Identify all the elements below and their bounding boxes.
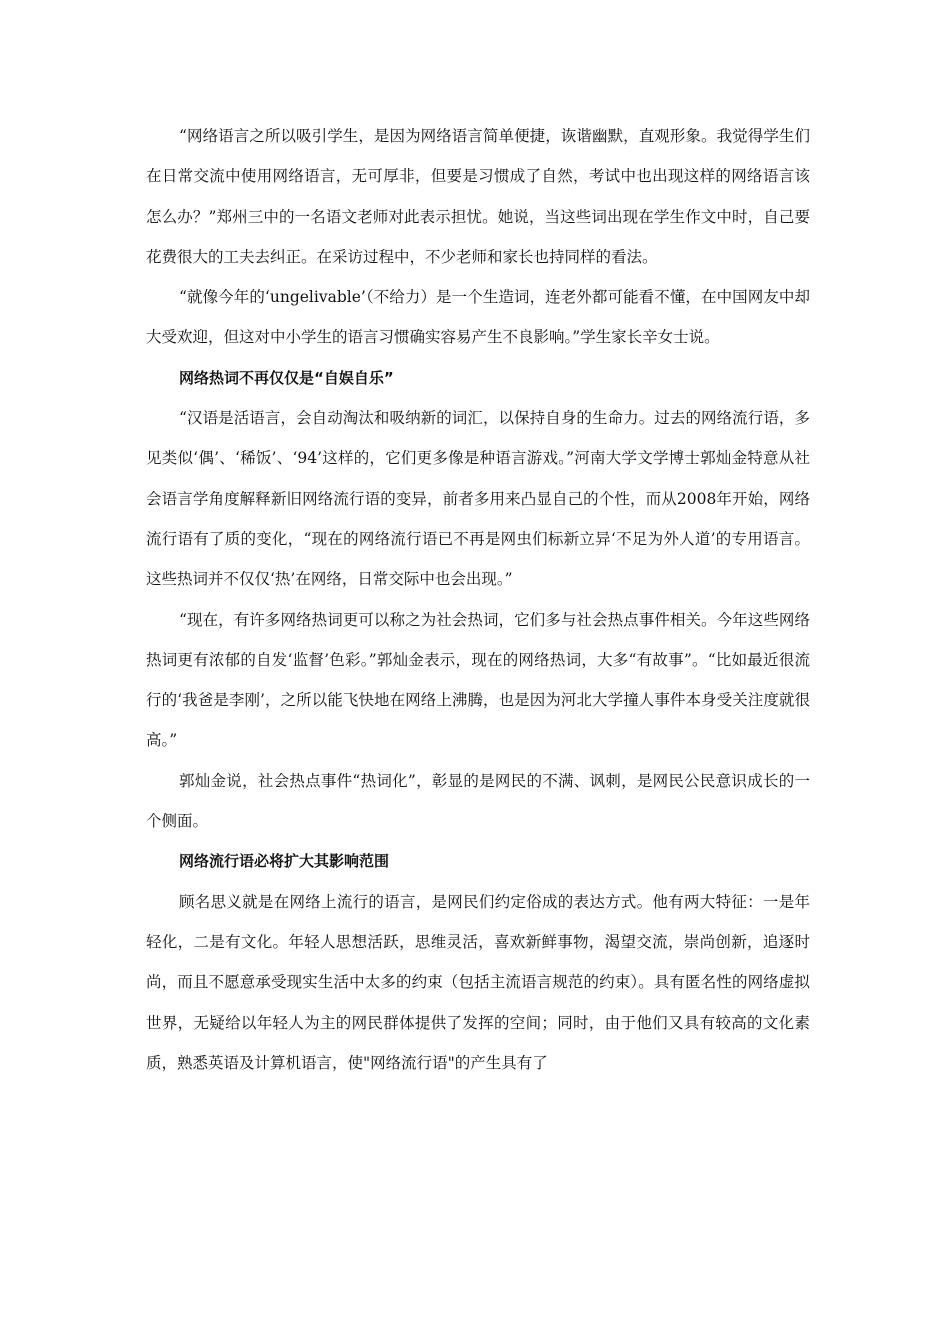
section-heading-influence: 网络流行语必将扩大其影响范围 [179,852,390,871]
paragraph-civic-awareness: 郭灿金说，社会热点事件“热词化”，彰显的是网民的不满、讽刺，是网民公民意识成长的一个侧面。 [146,771,810,831]
paragraph-parent-quote: “就像今年的‘ungelivable’（不给力）是一个生造词，连老外都可能看不懂，在中国网友中却大受欢迎，但这对中小学生的语言习惯确实容易产生不良影响。”学生家长辛女士说。 [146,288,810,347]
paragraph-teacher-concern: “网络语言之所以吸引学生，是因为网络语言简单便捷，诙谐幽默，直观形象。我觉得学生们在日常交流中使用网络语言，无可厚非，但要是习惯成了自然，考试中也出现这样的网络语言该怎么办？”郑州三中的一名语文老师对此表示担忧。她说，当这些词出现在学生作文中时，自己要花费很大的工夫去纠正。在采访过程中，不少老师和家长也持同样的看法。 [146,127,810,266]
paragraph-definition: 顾名思义就是在网络上流行的语言，是网民们约定俗成的表达方式。他有两大特征：一是年轻化，二是有文化。年轻人思想活跃，思维灵活，喜欢新鲜事物，渴望交流，崇尚创新，追逐时尚，而且不愿意承受现实生活中太多的约束（包括主流语言规范的约束）。具有匿名性的网络虚拟世界，无疑给以年轻人为主的网民群体提供了发挥的空间；同时，由于他们又具有较高的文化素质，熟悉英语及计算机语言，使"网络流行语"的产生具有了 [146,892,810,1072]
section-heading-hot-words: 网络热词不再仅仅是“自娱自乐” [179,368,394,387]
article-body [146,116,810,1083]
paragraph-linguist-explanation: “汉语是活语言，会自动淘汰和吸纳新的词汇，以保持自身的生命力。过去的网络流行语，多见类似‘偶’、‘稀饭’、‘94’这样的，它们更多像是种语言游戏。”河南大学文学博士郭灿金特意从社会语言学角度解释新旧网络流行语的变异，前者多用来凸显自己的个性，而从2008年开始，网络流行语有了质的变化，“现在的网络流行语已不再是网虫们标新立异‘不足为外人道’的专用语言。这些热词并不仅仅‘热’在网络，日常交际中也会出现。” [146,409,810,589]
paragraph-social-hot-words: “现在，有许多网络热词更可以称之为社会热词，它们多与社会热点事件相关。今年这些网络热词更有浓郁的自发‘监督’色彩。”郭灿金表示，现在的网络热词，大多“有故事”。“比如最近很流行的‘我爸是李刚’，之所以能飞快地在网络上沸腾，也是因为河北大学撞人事件本身受关注度就很高。” [146,610,810,750]
